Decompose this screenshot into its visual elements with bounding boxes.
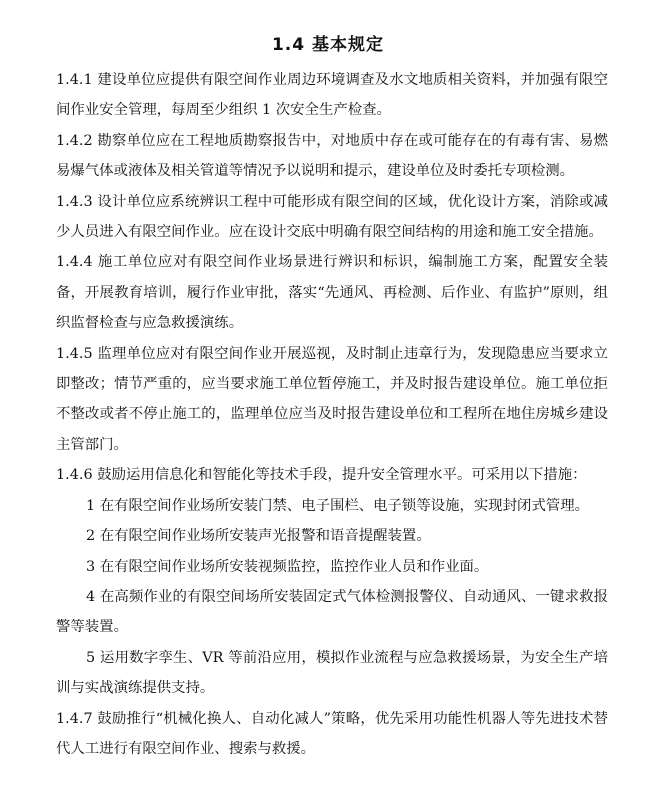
clause-1-4-6: 1.4.6 鼓励运用信息化和智能化等技术手段，提升安全管理水平。可采用以下措施： <box>56 467 587 484</box>
measure-item-2: 2 在有限空间作业场所安装声光报警和语音提醒装置。 <box>86 528 431 545</box>
measure-item-1: 1 在有限空间作业场所安装门禁、电子围栏、电子锁等设施，实现封闭式管理。 <box>86 497 590 514</box>
clause-1-4-1: 1.4.1 建设单位应提供有限空间作业周边环境调查及水文地质相关资料，并加强有限空间作业安全管理，每周至少组织 1 次安全生产检查。 <box>56 72 608 119</box>
measure-item-3: 3 在有限空间作业场所安装视频监控，监控作业人员和作业面。 <box>86 558 489 575</box>
clause-1-4-4: 1.4.4 施工单位应对有限空间作业场景进行辨识和标识，编制施工方案，配置安全装备，开展教育培训，履行作业审批，落实“先通风、再检测、后作业、有监护”原则，组织监督检查与应急救援演练。 <box>56 254 608 332</box>
document-body <box>56 65 608 764</box>
measure-item-4: 4 在高频作业的有限空间场所安装固定式气体检测报警仪、自动通风、一键求救报警等装置。 <box>56 588 608 636</box>
section-title: 1.4 基本规定 <box>271 35 385 55</box>
clause-1-4-7: 1.4.7 鼓励推行“机械化换人、自动化减人”策略，优先采用功能性机器人等先进技术替代人工进行有限空间作业、搜索与救援。 <box>56 710 608 757</box>
clause-1-4-3: 1.4.3 设计单位应系统辨识工程中可能形成有限空间的区域，优化设计方案，消除或减少人员进入有限空间作业。应在设计交底中明确有限空间结构的用途和施工安全措施。 <box>56 193 608 241</box>
clause-1-4-5: 1.4.5 监理单位应对有限空间作业开展巡视，及时制止违章行为，发现隐患应当要求立即整改；情节严重的，应当要求施工单位暂停施工，并及时报告建设单位。施工单位拒不整改或者不停止施工的，监理单位应当及时报告建设单位和工程所在地住房城乡建设主管部门。 <box>56 345 608 453</box>
measure-item-5: 5 运用数字孪生、VR 等前沿应用，模拟作业流程与应急救援场景，为安全生产培训与实战演练提供支持。 <box>56 649 608 697</box>
clause-1-4-2: 1.4.2 勘察单位应在工程地质勘察报告中，对地质中存在或可能存在的有毒有害、易燃易爆气体或液体及相关管道等情况予以说明和提示，建设单位及时委托专项检测。 <box>56 132 608 180</box>
